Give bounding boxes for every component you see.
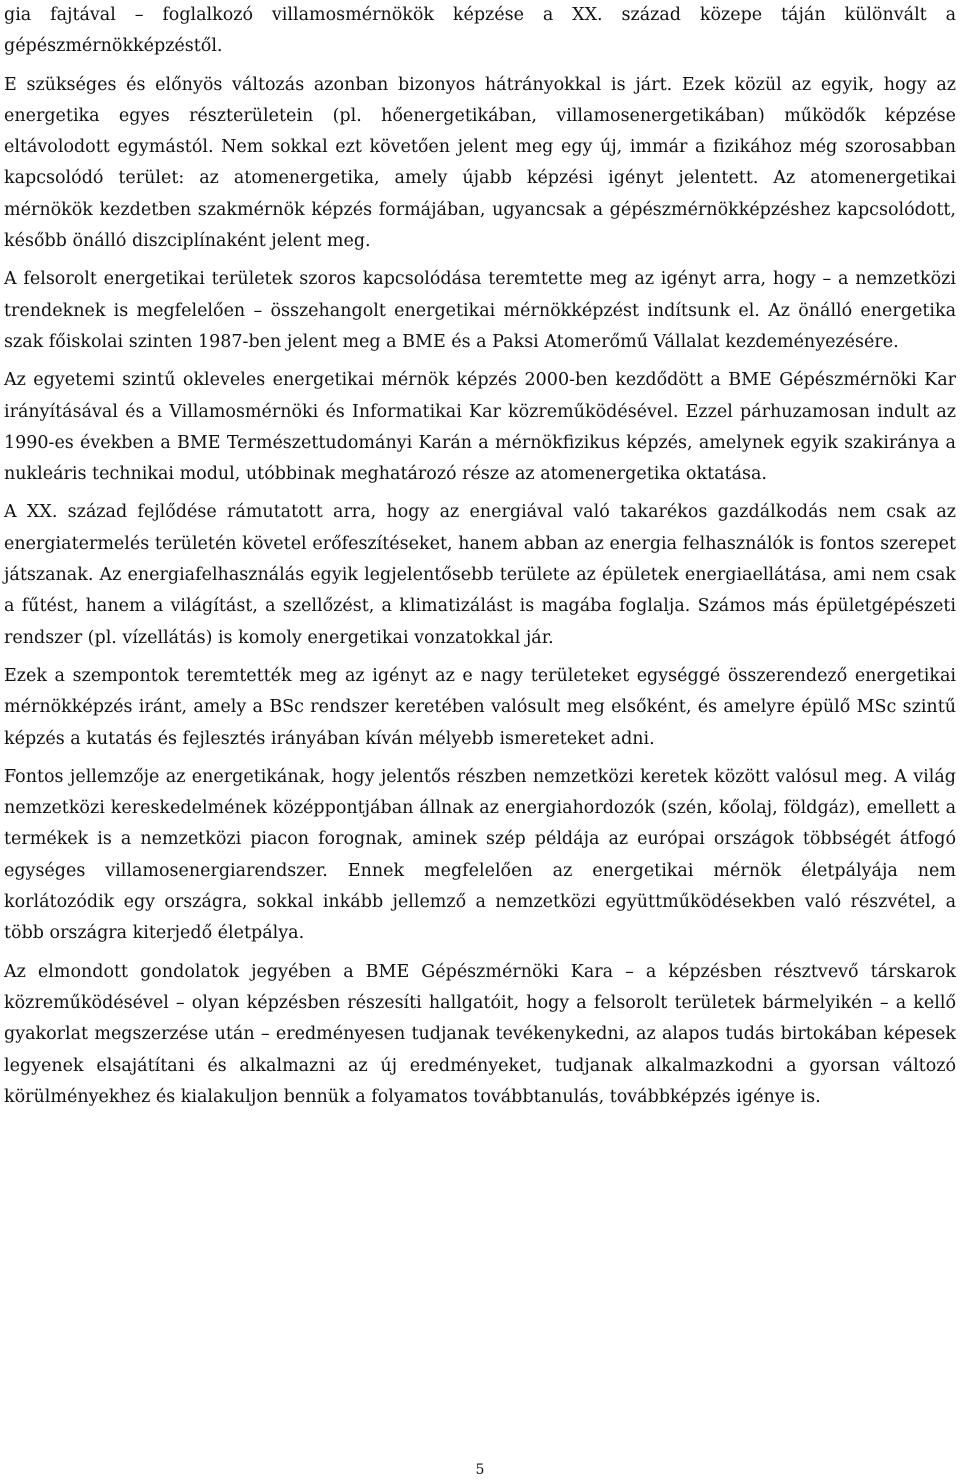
paragraph-2 [4, 70, 956, 258]
sentence: E szükséges és előnyös változás azonban bizonyos hátrányokkal is járt. Ezek közül az egyik, hogy az energetika egyes részterületein (pl. hőenergetikában, villamosenergetikában) működők képzése eltávolodott egymástól. [4, 74, 956, 158]
sentence: Az atomenergetikai mérnökök kezdetben szakmérnök képzés formájában, ugyancsak a gépészmérnökképzéshez kapcsolódott, később önálló diszciplínaként jelent meg. [4, 168, 956, 252]
page-number: 5 [475, 1462, 485, 1478]
sentence: A felsorolt energetikai területek szoros kapcsolódása teremtette meg az igényt arra, hogy – a nemzetközi trendeknek is megfelelően – összehangolt energetikai mérnökképzést indítsunk el. [4, 269, 956, 321]
sentence: Az egyetemi szintű okleveles energetikai mérnök képzés 2000-ben kezdődött a BME Gépészmérnöki Kar irányításával és a Villamosmérnöki és Informatikai Kar közreműködésével. [4, 370, 956, 422]
paragraph-1 [4, 0, 956, 63]
document-body [4, 0, 956, 1120]
paragraph-5 [4, 497, 956, 653]
sentence: Ennek megfelelően az energetikai mérnök életpályája nem korlátozódik egy országra, sokkal inkább jellemző a nemzetközi együttműködésekben való részvétel, a több országra kiterjedő életpálya. [4, 860, 956, 944]
sentence: Ezek a szempontok teremtették meg az igényt az e nagy területeket egységgé összerendező energetikai mérnökképzés iránt, amely a BSc rendszer keretében valósult meg elsőként, és amelyre épülő MSc szintű képzés a kutatás és fejlesztés irányában kíván mélyebb ismereteket adni. [4, 665, 956, 749]
sentence: gia fajtával – foglalkozó villamosmérnökök képzése a XX. század közepe táján különvált a gépészmérnökképzéstől. [4, 5, 956, 57]
paragraph-4 [4, 365, 956, 490]
sentence: Az önálló energetika szak főiskolai szinten 1987-ben jelent meg a BME és a Paksi Atomerőmű Vállalat kezdeményezésére. [4, 300, 957, 352]
sentence: Fontos jellemzője az energetikának, hogy jelentős részben nemzetközi keretek között valósul meg. [4, 766, 888, 787]
paragraph-3 [4, 264, 956, 358]
sentence: Ezzel párhuzamosan indult az 1990-es években a BME Természettudományi Karán a mérnökfizikus képzés, amelynek egyik szakiránya a nukleáris technikai modul, utóbbinak meghatározó része az atomenergetika oktatása. [4, 401, 956, 485]
paragraph-7 [4, 762, 956, 950]
sentence: Az energiafelhasználás egyik legjelentősebb területe az épületek energiaellátása, ami nem csak a fűtést, hanem a világítást, a szellőzést, a klimatizálást is magába foglalja. [4, 565, 956, 617]
paragraph-8 [4, 957, 956, 1113]
sentence: A XX. század fejlődése rámutatott arra, hogy az energiával való takarékos gazdálkodás nem csak az energiatermelés területén követel erőfeszítéseket, hanem abban az energia felhasználók is fontos szerepet játszanak. [4, 502, 956, 586]
paragraph-6 [4, 661, 956, 755]
sentence: Nem sokkal ezt követően jelent meg egy új, immár a fizikához még szorosabban kapcsolódó terület: az atomenergetika, amely újabb képzési igényt jelentett. [4, 137, 956, 189]
sentence: Számos más épületgépészeti rendszer (pl. vízellátás) is komoly energetikai vonzatokkal jár. [4, 596, 956, 648]
sentence: Az elmondott gondolatok jegyében a BME Gépészmérnöki Kara – a képzésben résztvevő társkarok közreműködésével – olyan képzésben részesíti hallgatóit, hogy a felsorolt területek bármelyikén – a kellő gyakorlat megszerzése után – eredményesen tudjanak tevékenykedni, az alapos tudás birtokában képesek legyenek elsajátítani és alkalmazni az új eredményeket, tudjanak alkalmazkodni a gyorsan változó körülményekhez és kialakuljon bennük a folyamatos továbbtanulás, továbbképzés igénye is. [4, 961, 956, 1107]
sentence: A világ nemzetközi kereskedelmének középpontjában állnak az energiahordozók (szén, kőolaj, földgáz), emellett a termékek is a nemzetközi piacon forognak, aminek szép példája az európai országok többségét átfogó egységes villamosenergiarendszer. [4, 766, 956, 881]
